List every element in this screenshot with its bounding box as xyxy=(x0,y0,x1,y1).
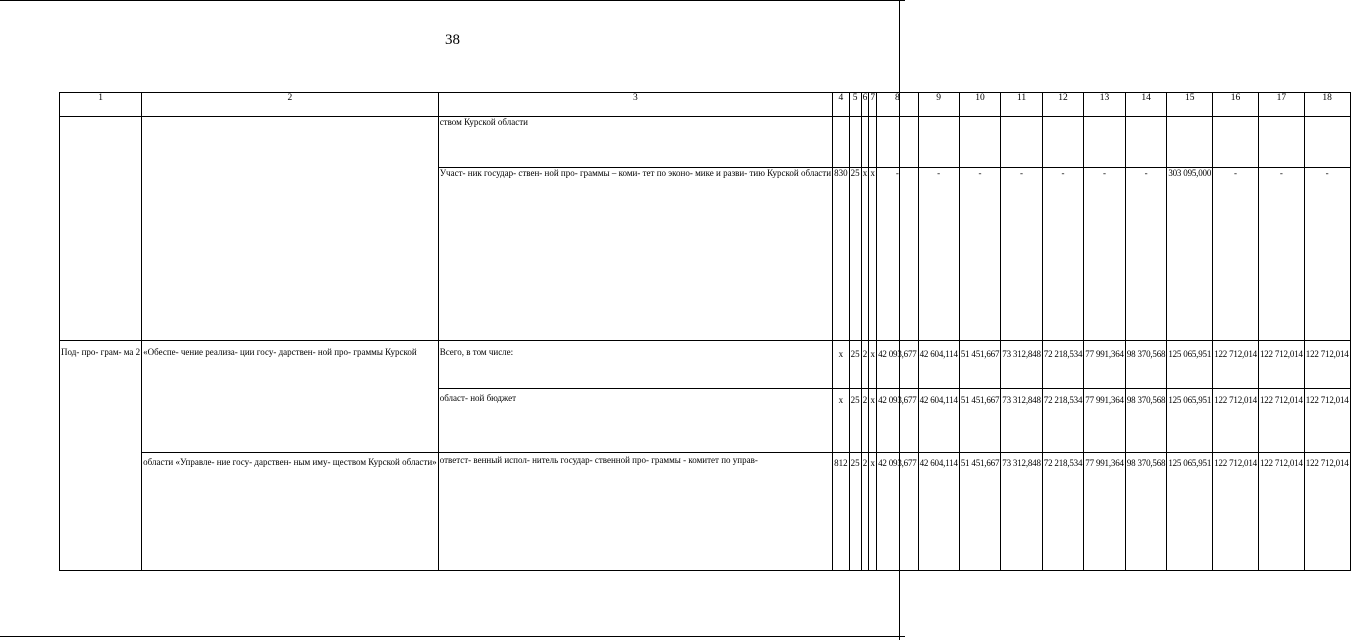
cell-grbs-code: 830 xyxy=(833,168,850,341)
header-cell: 14 xyxy=(1125,93,1167,117)
header-cell: 17 xyxy=(1258,93,1304,117)
header-cell: 15 xyxy=(1167,93,1213,117)
cell-amount: 42 604,114 xyxy=(918,389,959,453)
cell-amount: - xyxy=(1084,168,1126,341)
cell-amount: 122 712,014 xyxy=(1213,389,1259,453)
cell-amount: 122 712,014 xyxy=(1213,341,1259,389)
cell-amount: 125 065,951 xyxy=(1167,389,1213,453)
cell-amount: 98 370,568 xyxy=(1125,341,1167,389)
cell-amount: 42 093,677 xyxy=(877,341,919,389)
cell-empty xyxy=(60,117,142,341)
cell-empty xyxy=(869,117,877,168)
cell-code: 25 xyxy=(849,168,861,341)
cell-empty xyxy=(959,117,1001,168)
cell-code: x xyxy=(869,453,877,571)
page-border-bottom xyxy=(0,636,905,637)
cell-funding-source: Всего, в том числе: xyxy=(438,341,832,389)
header-cell: 2 xyxy=(142,93,439,117)
cell-code: 2 xyxy=(861,453,869,571)
cell-amount: 72 218,534 xyxy=(1042,389,1084,453)
cell-amount: 98 370,568 xyxy=(1125,453,1167,571)
budget-table xyxy=(59,92,1351,571)
header-cell: 5 xyxy=(849,93,861,117)
cell-amount: - xyxy=(1001,168,1043,341)
cell-empty xyxy=(1042,117,1084,168)
cell-amount: - xyxy=(1213,168,1259,341)
page-border-top xyxy=(0,0,905,1)
cell-amount: 72 218,534 xyxy=(1042,453,1084,571)
cell-empty xyxy=(1258,117,1304,168)
header-cell: 4 xyxy=(833,93,850,117)
cell-participant-name: Участ- ник государ- ствен- ной про- граммы – коми- тет по эконо- мике и разви- тию Курской области xyxy=(438,168,832,341)
cell-participant-name: ответст- венный испол- нитель государ- ственной про- граммы - комитет по управ- xyxy=(438,453,832,571)
table-row xyxy=(60,453,1351,571)
cell-empty xyxy=(877,117,919,168)
cell-subprogram-title: «Обеспе- чение реализа- ции госу- дарствен- ной про- граммы Курской xyxy=(142,341,439,453)
cell-amount: - xyxy=(918,168,959,341)
cell-amount: 122 712,014 xyxy=(1258,389,1304,453)
header-cell: 11 xyxy=(1001,93,1043,117)
cell-amount: 51 451,667 xyxy=(959,453,1001,571)
cell-amount: 122 712,014 xyxy=(1213,453,1259,571)
header-cell: 10 xyxy=(959,93,1001,117)
cell-amount: 122 712,014 xyxy=(1258,453,1304,571)
cell-amount: - xyxy=(877,168,919,341)
cell-code: 25 xyxy=(849,453,861,571)
cell-amount: 77 991,364 xyxy=(1084,389,1126,453)
cell-amount: 122 712,014 xyxy=(1258,341,1304,389)
header-cell: 18 xyxy=(1304,93,1350,117)
cell-code: 2 xyxy=(861,341,869,389)
cell-amount: 73 312,848 xyxy=(1001,453,1043,571)
cell-grbs-code: 812 xyxy=(833,453,850,571)
cell-empty xyxy=(833,117,850,168)
table-row xyxy=(60,117,1351,168)
cell-empty xyxy=(142,117,439,341)
cell-amount: 73 312,848 xyxy=(1001,389,1043,453)
cell-empty xyxy=(1304,117,1350,168)
cell-amount: 51 451,667 xyxy=(959,389,1001,453)
cell-empty xyxy=(1167,117,1213,168)
cell-amount: 98 370,568 xyxy=(1125,389,1167,453)
header-cell: 3 xyxy=(438,93,832,117)
header-cell: 13 xyxy=(1084,93,1126,117)
cell-code: x xyxy=(833,389,850,453)
cell-amount: 42 093,677 xyxy=(877,453,919,571)
cell-amount: 73 312,848 xyxy=(1001,341,1043,389)
cell-code: x xyxy=(869,389,877,453)
cell-amount: 77 991,364 xyxy=(1084,341,1126,389)
cell-amount: 125 065,951 xyxy=(1167,453,1213,571)
header-cell: 12 xyxy=(1042,93,1084,117)
cell-code: 25 xyxy=(849,389,861,453)
table-row xyxy=(60,341,1351,389)
header-cell: 7 xyxy=(869,93,877,117)
cell-amount: 42 604,114 xyxy=(918,341,959,389)
cell-amount: 72 218,534 xyxy=(1042,341,1084,389)
cell-code: x xyxy=(869,168,877,341)
cell-code: x xyxy=(833,341,850,389)
header-cell: 8 xyxy=(877,93,919,117)
cell-amount: - xyxy=(959,168,1001,341)
cell-empty xyxy=(861,117,869,168)
cell-subprogram: Под- про- грам- ма 2 xyxy=(60,341,142,571)
cell-amount: - xyxy=(1042,168,1084,341)
cell-empty xyxy=(1125,117,1167,168)
cell-code: 2 xyxy=(861,389,869,453)
cell-empty xyxy=(1213,117,1259,168)
header-cell: 6 xyxy=(861,93,869,117)
cell-empty xyxy=(918,117,959,168)
cell-amount: - xyxy=(1125,168,1167,341)
cell-code: x xyxy=(869,341,877,389)
cell-code: 25 xyxy=(849,341,861,389)
cell-amount: - xyxy=(1304,168,1350,341)
cell-amount: 42 604,114 xyxy=(918,453,959,571)
cell-amount: 122 712,014 xyxy=(1304,341,1350,389)
header-cell: 16 xyxy=(1213,93,1259,117)
header-cell: 9 xyxy=(918,93,959,117)
cell-amount: 122 712,014 xyxy=(1304,389,1350,453)
cell-code: x xyxy=(861,168,869,341)
cell-amount: - xyxy=(1258,168,1304,341)
cell-amount: 51 451,667 xyxy=(959,341,1001,389)
cell-subprogram-title: области «Управле- ние госу- дарствен- ным иму- ществом Курской области» xyxy=(142,453,439,571)
cell-amount: 42 093,677 xyxy=(877,389,919,453)
cell-empty xyxy=(1001,117,1043,168)
page-number: 38 xyxy=(445,32,460,48)
cell-empty xyxy=(1084,117,1126,168)
cell-funding-source: област- ной бюджет xyxy=(438,389,832,453)
cell-empty xyxy=(849,117,861,168)
cell-amount: 122 712,014 xyxy=(1304,453,1350,571)
header-cell: 1 xyxy=(60,93,142,117)
header-row xyxy=(60,93,1351,117)
cell-participant-name: ством Курской области xyxy=(438,117,832,168)
cell-amount: 77 991,364 xyxy=(1084,453,1126,571)
cell-amount: 303 095,000 xyxy=(1167,168,1213,341)
cell-amount: 125 065,951 xyxy=(1167,341,1213,389)
